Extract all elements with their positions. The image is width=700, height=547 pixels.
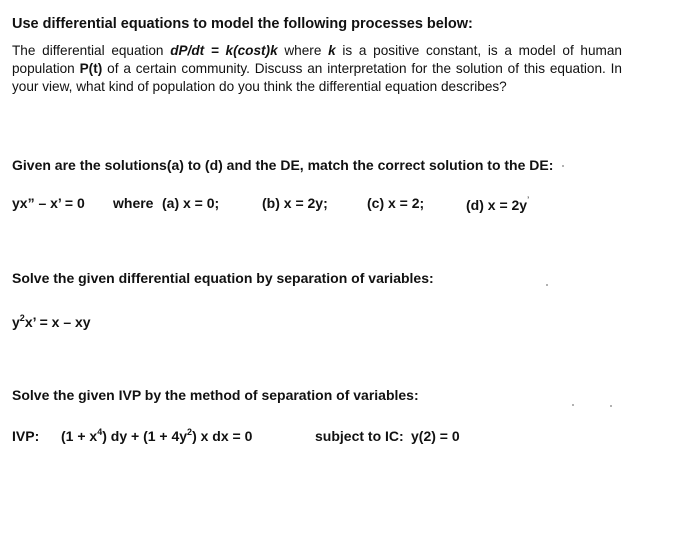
q1-text-before: The differential equation <box>12 43 171 58</box>
q2-option-d: (d) x = 2y’ <box>466 195 530 213</box>
q1-text-where: where <box>277 43 329 58</box>
q2-where: where <box>113 195 154 211</box>
q3-y: y <box>12 314 20 330</box>
q1-equation: dP/dt = k(cost)k <box>170 43 278 58</box>
q2-option-a: (a) x = 0; <box>162 195 220 211</box>
question-1-text <box>12 42 622 96</box>
q4-ivp-equation <box>61 428 252 444</box>
q2-option-d-text: (d) x = 2y <box>466 197 528 213</box>
q3-exponent: 2 <box>19 313 25 323</box>
q3-equation <box>12 314 91 330</box>
page-title: Use differential equations to model the following processes below: <box>12 16 473 32</box>
q4-initial-condition: y(2) = 0 <box>411 428 460 444</box>
q1-pt: P(t) <box>79 61 103 76</box>
q4-eq-part3: ) x dx = 0 <box>192 428 253 444</box>
question-3-heading: Solve the given differential equation by separation of variables: <box>12 270 434 286</box>
q1-text-after: of a certain community. Discuss an interpretation for the solution of this equation. In your view, what kind of population do you think the differential equation describes? <box>12 61 622 94</box>
q4-exp2: 2 <box>187 427 193 437</box>
q2-option-b: (b) x = 2y; <box>262 195 328 211</box>
question-4-heading: Solve the given IVP by the method of separation of variables: <box>12 387 419 403</box>
scan-dot <box>546 284 548 286</box>
q4-ivp-label: IVP: <box>12 428 40 444</box>
question-2-heading: Given are the solutions(a) to (d) and the DE, match the correct solution to the DE: <box>12 157 554 173</box>
q4-exp1: 4 <box>97 427 103 437</box>
q4-subject-label: subject to IC: <box>315 428 404 444</box>
q4-eq-part2: ) dy + (1 + 4y <box>102 428 188 444</box>
q2-differential-equation: yx” – x’ = 0 <box>12 195 85 211</box>
scan-dot <box>562 165 564 167</box>
q2-option-c: (c) x = 2; <box>367 195 425 211</box>
q4-eq-part1: (1 + x <box>61 428 98 444</box>
scan-dot <box>572 404 574 406</box>
q1-k: k <box>328 43 336 58</box>
q1-text-middle: is a positive constant, is a model of human population <box>12 43 622 76</box>
scan-dot <box>610 405 612 407</box>
q3-rest: x’ = x – xy <box>24 314 91 330</box>
